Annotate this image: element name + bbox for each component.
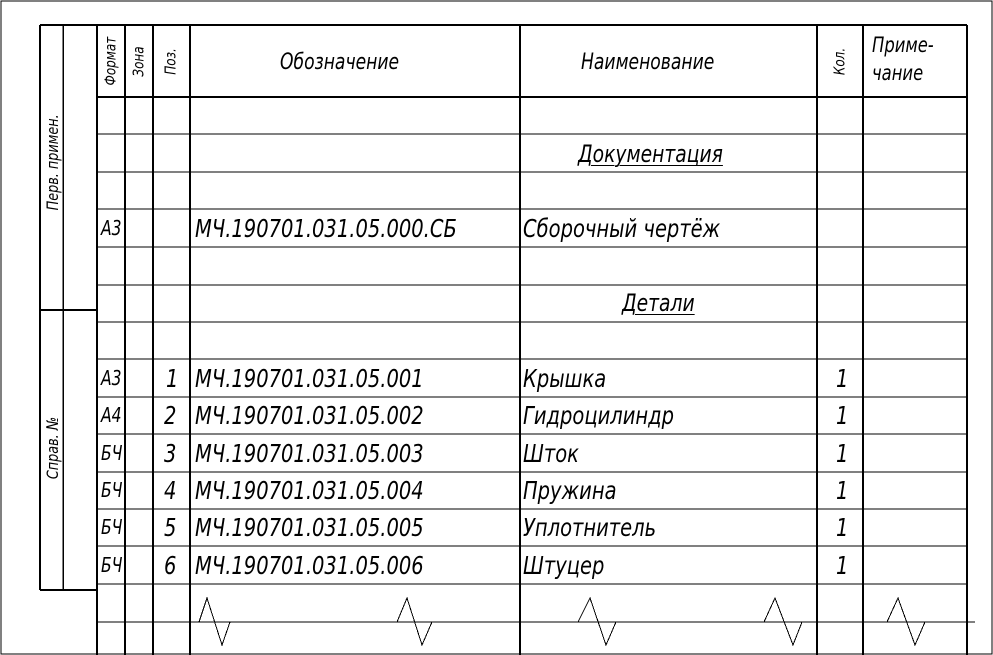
row-format: А3 (101, 366, 122, 390)
row-kol: 1 (836, 551, 849, 580)
row-poz: 1 (166, 364, 179, 393)
row-format: БЧ (101, 441, 123, 465)
row-poz: 5 (164, 513, 177, 542)
row-oboznachenie: МЧ.190701.031.05.002 (195, 401, 424, 430)
row-oboznachenie: МЧ.190701.031.05.006 (195, 551, 424, 580)
row-oboznachenie: МЧ.190701.031.05.005 (195, 513, 424, 542)
header-oboznachenie: Обозначение (280, 50, 400, 75)
row-naimenovanie: Шток (523, 439, 579, 468)
row-format: А4 (101, 403, 122, 427)
row-format: А3 (101, 216, 122, 240)
row-naimenovanie: Штуцер (523, 551, 605, 580)
row-kol: 1 (836, 476, 849, 505)
section-documentation: Документация (578, 140, 723, 168)
row-poz: 6 (164, 551, 177, 580)
row-kol: 1 (836, 439, 849, 468)
header-naimenovanie: Наименование (581, 50, 715, 75)
row-oboznachenie: МЧ.190701.031.05.003 (195, 439, 424, 468)
row-naimenovanie: Пружина (523, 476, 617, 505)
row-poz: 3 (164, 439, 177, 468)
stamp-perv-primen: Перв. примен. (43, 114, 62, 211)
row-poz: 2 (164, 401, 177, 430)
header-poz: Поз. (161, 48, 180, 75)
section-details: Детали (622, 289, 695, 317)
row-naimenovanie: Гидроцилиндр (523, 401, 675, 430)
row-naimenovanie: Крышка (523, 364, 607, 393)
row-kol: 1 (836, 364, 849, 393)
row-naimenovanie: Сборочный чертёж (523, 214, 721, 243)
row-format: БЧ (101, 553, 123, 577)
header-primechanie-line2: чание (872, 61, 924, 85)
row-oboznachenie: МЧ.190701.031.05.001 (195, 364, 424, 393)
header-zona: Зона (129, 46, 148, 77)
row-format: БЧ (101, 478, 123, 502)
row-oboznachenie: МЧ.190701.031.05.000.СБ (195, 214, 457, 243)
stamp-sprav-no: Справ. № (43, 416, 62, 480)
row-oboznachenie: МЧ.190701.031.05.004 (195, 476, 424, 505)
row-naimenovanie: Уплотнитель (523, 513, 657, 542)
header-format: Формат (101, 36, 120, 86)
row-kol: 1 (836, 401, 849, 430)
header-primechanie-line1: Приме- (872, 33, 934, 57)
header-kol: Кол. (830, 47, 849, 76)
row-kol: 1 (836, 513, 849, 542)
row-poz: 4 (164, 476, 177, 505)
row-format: БЧ (101, 515, 123, 539)
